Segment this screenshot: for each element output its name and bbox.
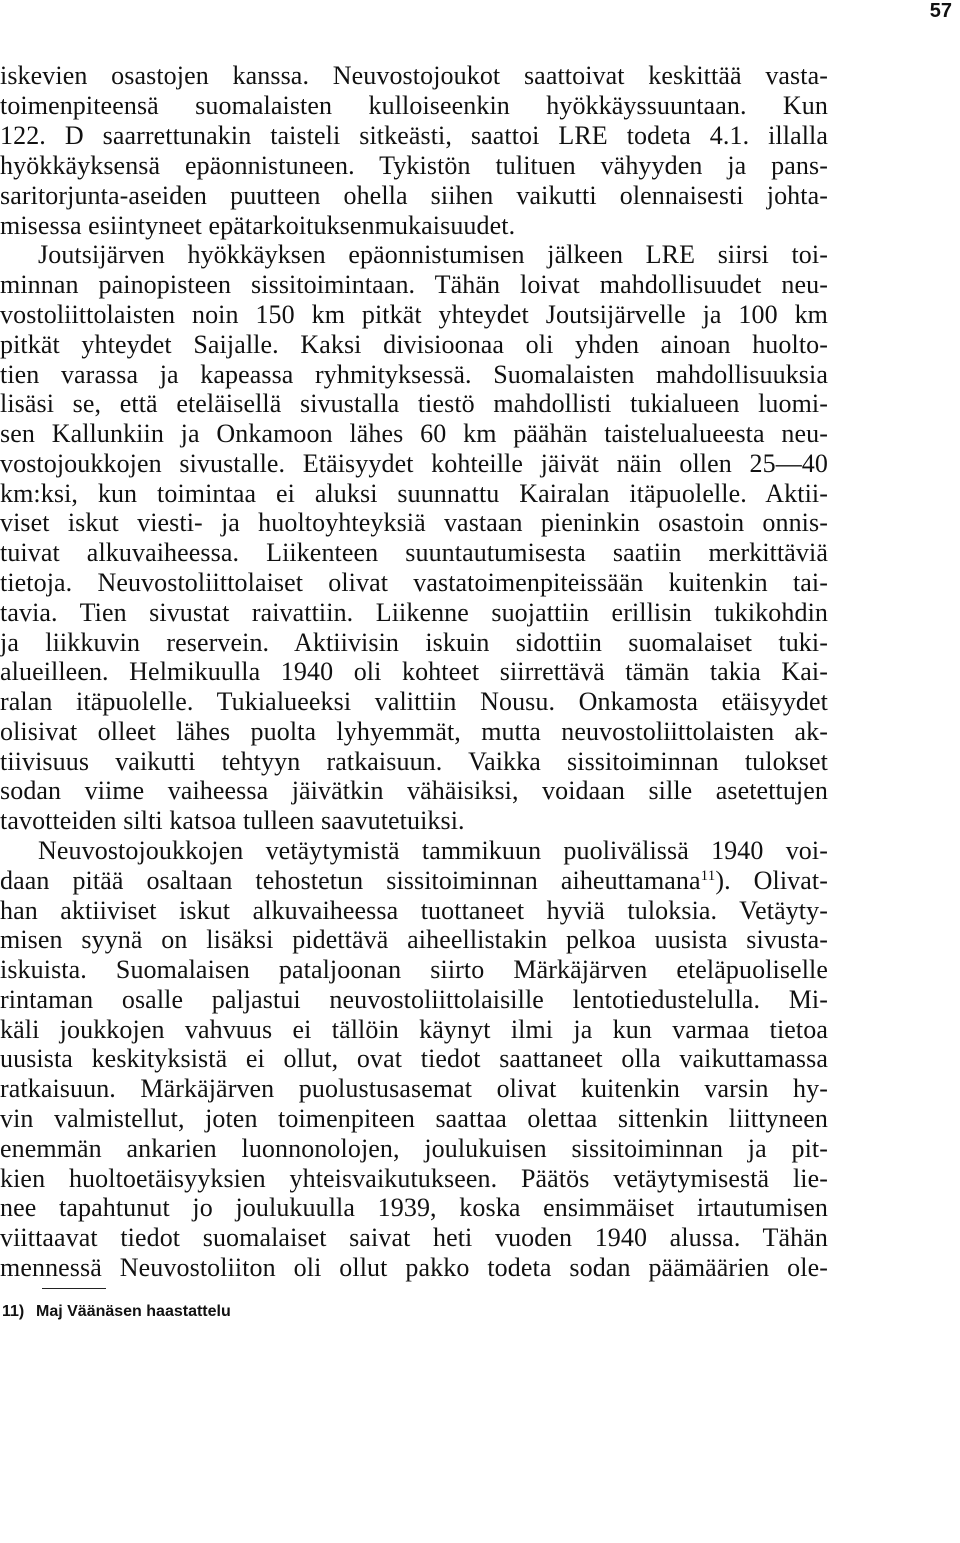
text-line — [0, 866, 828, 896]
text-line: mennessä Neuvostoliiton oli ollut pakko todeta sodan päämäärien ole- — [0, 1253, 828, 1282]
text-line: käli joukkojen vahvuus ei tällöin käynyt ilmi ja kun varmaa tietoa — [0, 1015, 828, 1044]
text-line: tietoja. Neuvostoliittolaiset olivat vastatoimenpiteissään kuitenkin tai- — [0, 568, 828, 597]
text-line: tien varassa ja kapeassa ryhmityksessä. Suomalaisten mahdollisuuksia — [0, 360, 828, 389]
text-line: saritorjunta-aseiden puutteen ohella siihen vaikutti olennaisesti johta- — [0, 181, 828, 210]
text-line: tuivat alkuvaiheessa. Liikenteen suuntautumisesta saatiin merkittäviä — [0, 538, 828, 567]
text-line: enemmän ankarien luonnonolojen, joulukuisen sissitoiminnan ja pit- — [0, 1134, 828, 1163]
text-line: tavia. Tien sivustat raivattiin. Liikenne suojattiin erillisin tukikohdin — [0, 598, 828, 627]
text-line-part: ). Olivat- — [715, 866, 828, 895]
text-line: han aktiiviset iskut alkuvaiheessa tuottaneet hyviä tuloksia. Vetäyty- — [0, 896, 828, 925]
text-line: ralan itäpuolelle. Tukialueeksi valittiin Nousu. Onkamosta etäisyydet — [0, 687, 828, 716]
text-line: lisäsi se, että eteläisellä sivustalla tiestö mahdollisti tukialueen luomi- — [0, 389, 828, 418]
text-line: alueilleen. Helmikuulla 1940 oli kohteet siirrettävä tämän takia Kai- — [0, 657, 828, 686]
text-line: toimenpiteensä suomalaisten kulloiseenkin hyökkäyssuuntaan. Kun — [0, 91, 828, 120]
text-line: misessa esiintyneet epätarkoituksenmukaisuudet. — [0, 211, 516, 240]
text-line: Neuvostojoukkojen vetäytymistä tammikuun puolivälissä 1940 voi- — [38, 836, 828, 865]
page-number: 57 — [929, 0, 952, 22]
text-line: vostoliittolaisten noin 150 km pitkät yhteydet Joutsijärvelle ja 100 km — [0, 300, 828, 329]
text-line: vin valmistellut, joten toimenpiteen saattaa olettaa sittenkin liittyneen — [0, 1104, 828, 1133]
text-line: misen syynä on lisäksi pidettävä aiheellistakin pelkoa uusista sivusta- — [0, 925, 828, 954]
text-line: sodan viime vaiheessa jäivätkin vähäisiksi, voidaan sille asetettujen — [0, 776, 828, 805]
text-line: minnan painopisteen sissitoimintaan. Tähän loivat mahdollisuudet neu- — [0, 270, 828, 299]
text-line: uusista keskityksistä ei ollut, ovat tiedot saattaneet olla vaikuttamassa — [0, 1044, 828, 1073]
text-line: iskuista. Suomalaisen pataljoonan siirto Märkäjärven eteläpuoliselle — [0, 955, 828, 984]
text-line: vostojoukkojen sivustalle. Etäisyydet kohteille jäivät näin ollen 25—40 — [0, 449, 828, 478]
text-line: km:ksi, kun toimintaa ei aluksi suunnattu Kairalan itäpuolelle. Aktii- — [0, 479, 828, 508]
text-line: ratkaisuun. Märkäjärven puolustusasemat olivat kuitenkin varsin hy- — [0, 1074, 828, 1103]
text-line: nee tapahtunut jo joulukuulla 1939, koska ensimmäiset irtautumisen — [0, 1193, 828, 1222]
footnote-divider — [42, 1288, 106, 1289]
text-line: iskevien osastojen kanssa. Neuvostojoukot saattoivat keskittää vasta- — [0, 61, 828, 90]
text-line: rintaman osalle paljastui neuvostoliittolaisille lentotiedustelulla. Mi- — [0, 985, 828, 1014]
footnote-reference: 11 — [700, 868, 716, 884]
text-line: olisivat olleet lähes puolta lyhyemmät, mutta neuvostoliittolaisten ak- — [0, 717, 828, 746]
text-line-part: daan pitää osaltaan tehostetun sissitoiminnan aiheuttamana — [0, 866, 701, 895]
footnote — [2, 1302, 231, 1322]
text-line: tiivisuus vaikutti tehtyyn ratkaisuun. Vaikka sissitoiminnan tulokset — [0, 747, 828, 776]
text-line: pitkät yhteydet Saijalle. Kaksi divisioonaa oli yhden ainoan huolto- — [0, 330, 828, 359]
text-line: viset iskut viesti- ja huoltoyhteyksiä vastaan pieninkin osastoin onnis- — [0, 508, 828, 537]
text-line: hyökkäyksensä epäonnistuneen. Tykistön tulituen vähyyden ja pans- — [0, 151, 828, 180]
text-line: kien huoltoetäisyyksien yhteisvaikutukseen. Päätös vetäytymisestä lie- — [0, 1164, 828, 1193]
text-line: tavotteiden silti katsoa tulleen saavutetuiksi. — [0, 806, 465, 835]
text-line: sen Kallunkiin ja Onkamoon lähes 60 km päähän taistelualueesta neu- — [0, 419, 828, 448]
text-line: viittaavat tiedot suomalaiset saivat heti vuoden 1940 alussa. Tähän — [0, 1223, 828, 1252]
footnote-marker: 11) — [2, 1303, 25, 1320]
text-line: ja liikkuvin reservein. Aktiivisin iskuin sidottiin suomalaiset tuki- — [0, 628, 828, 657]
text-line: Joutsijärven hyökkäyksen epäonnistumisen jälkeen LRE siirsi toi- — [38, 240, 828, 269]
text-line: 122. D saarrettunakin taisteli sitkeästi, saattoi LRE todeta 4.1. illalla — [0, 121, 828, 150]
footnote-text: Maj Väänäsen haastattelu — [36, 1303, 231, 1320]
